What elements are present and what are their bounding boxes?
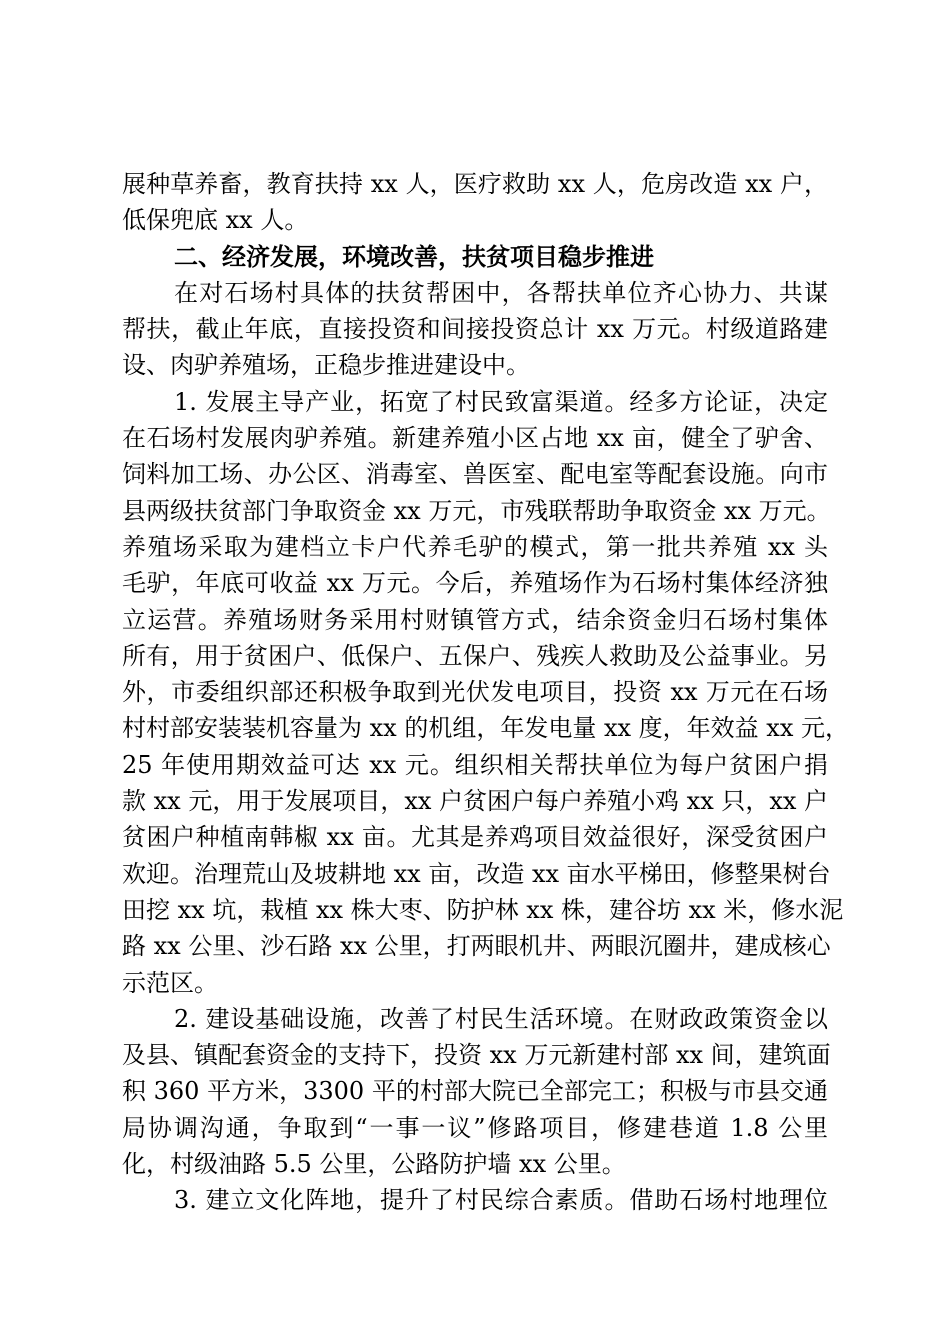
paragraph-line: 低保兜底 xx 人。 [122,206,309,235]
paragraph-line: 立运营。养殖场财务采用村财镇管方式，结余资金归石场村集体 [122,605,828,634]
paragraph-line: 所有，用于贫困户、低保户、五保户、残疾人救助及公益事业。另 [122,641,828,670]
paragraph-line: 化，村级油路 5.5 公里，公路防护墙 xx 公里。 [122,1150,626,1179]
paragraph-line: 积 360 平方米，3300 平的村部大院已全部完工；积极与市县交通 [122,1077,828,1106]
paragraph-line: 款 xx 元，用于发展项目，xx 户贫困户每户养殖小鸡 xx 只，xx 户 [122,787,829,816]
paragraph-line: 示范区。 [122,968,218,997]
paragraph-line: 3. 建立文化阵地，提升了村民综合素质。借助石场村地理位 [174,1186,828,1215]
paragraph-line: 贫困户种植南韩椒 xx 亩。尤其是养鸡项目效益很好，深受贫困户 [122,823,828,852]
paragraph-line: 帮扶，截止年底，直接投资和间接投资总计 xx 万元。村级道路建 [122,315,828,344]
document-page [122,166,849,1219]
paragraph-line: 25 年使用期效益可达 xx 元。组织相关帮扶单位为每户贫困户捐 [122,750,828,779]
paragraph-line: 展种草养畜，教育扶持 xx 人，医疗救助 xx 人，危房改造 xx 户， [122,170,828,198]
paragraph-line: 2. 建设基础设施，改善了村民生活环境。在财政政策资金以 [174,1004,828,1033]
paragraph-line: 及县、镇配套资金的支持下，投资 xx 万元新建村部 xx 间，建筑面 [122,1041,831,1070]
paragraph-line: 在对石场村具体的扶贫帮困中，各帮扶单位齐心协力、共谋 [174,278,828,307]
paragraph-line: 养殖场采取为建档立卡户代养毛驴的模式，第一批共养殖 xx 头 [122,532,828,561]
paragraph-line: 路 xx 公里、沙石路 xx 公里，打两眼机井、两眼沉圈井，建成核心 [122,932,831,961]
paragraph-line: 局协调沟通，争取到“一事一议”修路项目，修建巷道 1.8 公里 [122,1113,828,1142]
paragraph-line: 外，市委组织部还积极争取到光伏发电项目，投资 xx 万元在石场 [122,678,828,707]
paragraph-line: 1. 发展主导产业，拓宽了村民致富渠道。经多方论证，决定 [174,387,828,416]
paragraph-line: 饲料加工场、办公区、消毒室、兽医室、配电室等配套设施。向市 [122,460,828,489]
paragraph-line: 县两级扶贫部门争取资金 xx 万元，市残联帮助争取资金 xx 万元。 [122,496,831,525]
paragraph-line: 在石场村发展肉驴养殖。新建养殖小区占地 xx 亩，健全了驴舍、 [122,424,828,453]
paragraph-line: 欢迎。治理荒山及坡耕地 xx 亩，改造 xx 亩水平梯田，修整果树台 [122,859,831,888]
paragraph-line: 设、肉驴养殖场，正稳步推进建设中。 [122,351,530,380]
paragraph-line: 毛驴，年底可收益 xx 万元。今后，养殖场作为石场村集体经济独 [122,569,828,598]
paragraph-line: 村村部安装装机容量为 xx 的机组，年发电量 xx 度，年效益 xx 元， [122,714,849,743]
paragraph-line: 田挖 xx 坑，栽植 xx 株大枣、防护林 xx 株，建谷坊 xx 米，修水泥 [122,895,844,924]
section-heading: 二、经济发展，环境改善，扶贫项目稳步推进 [174,241,654,271]
